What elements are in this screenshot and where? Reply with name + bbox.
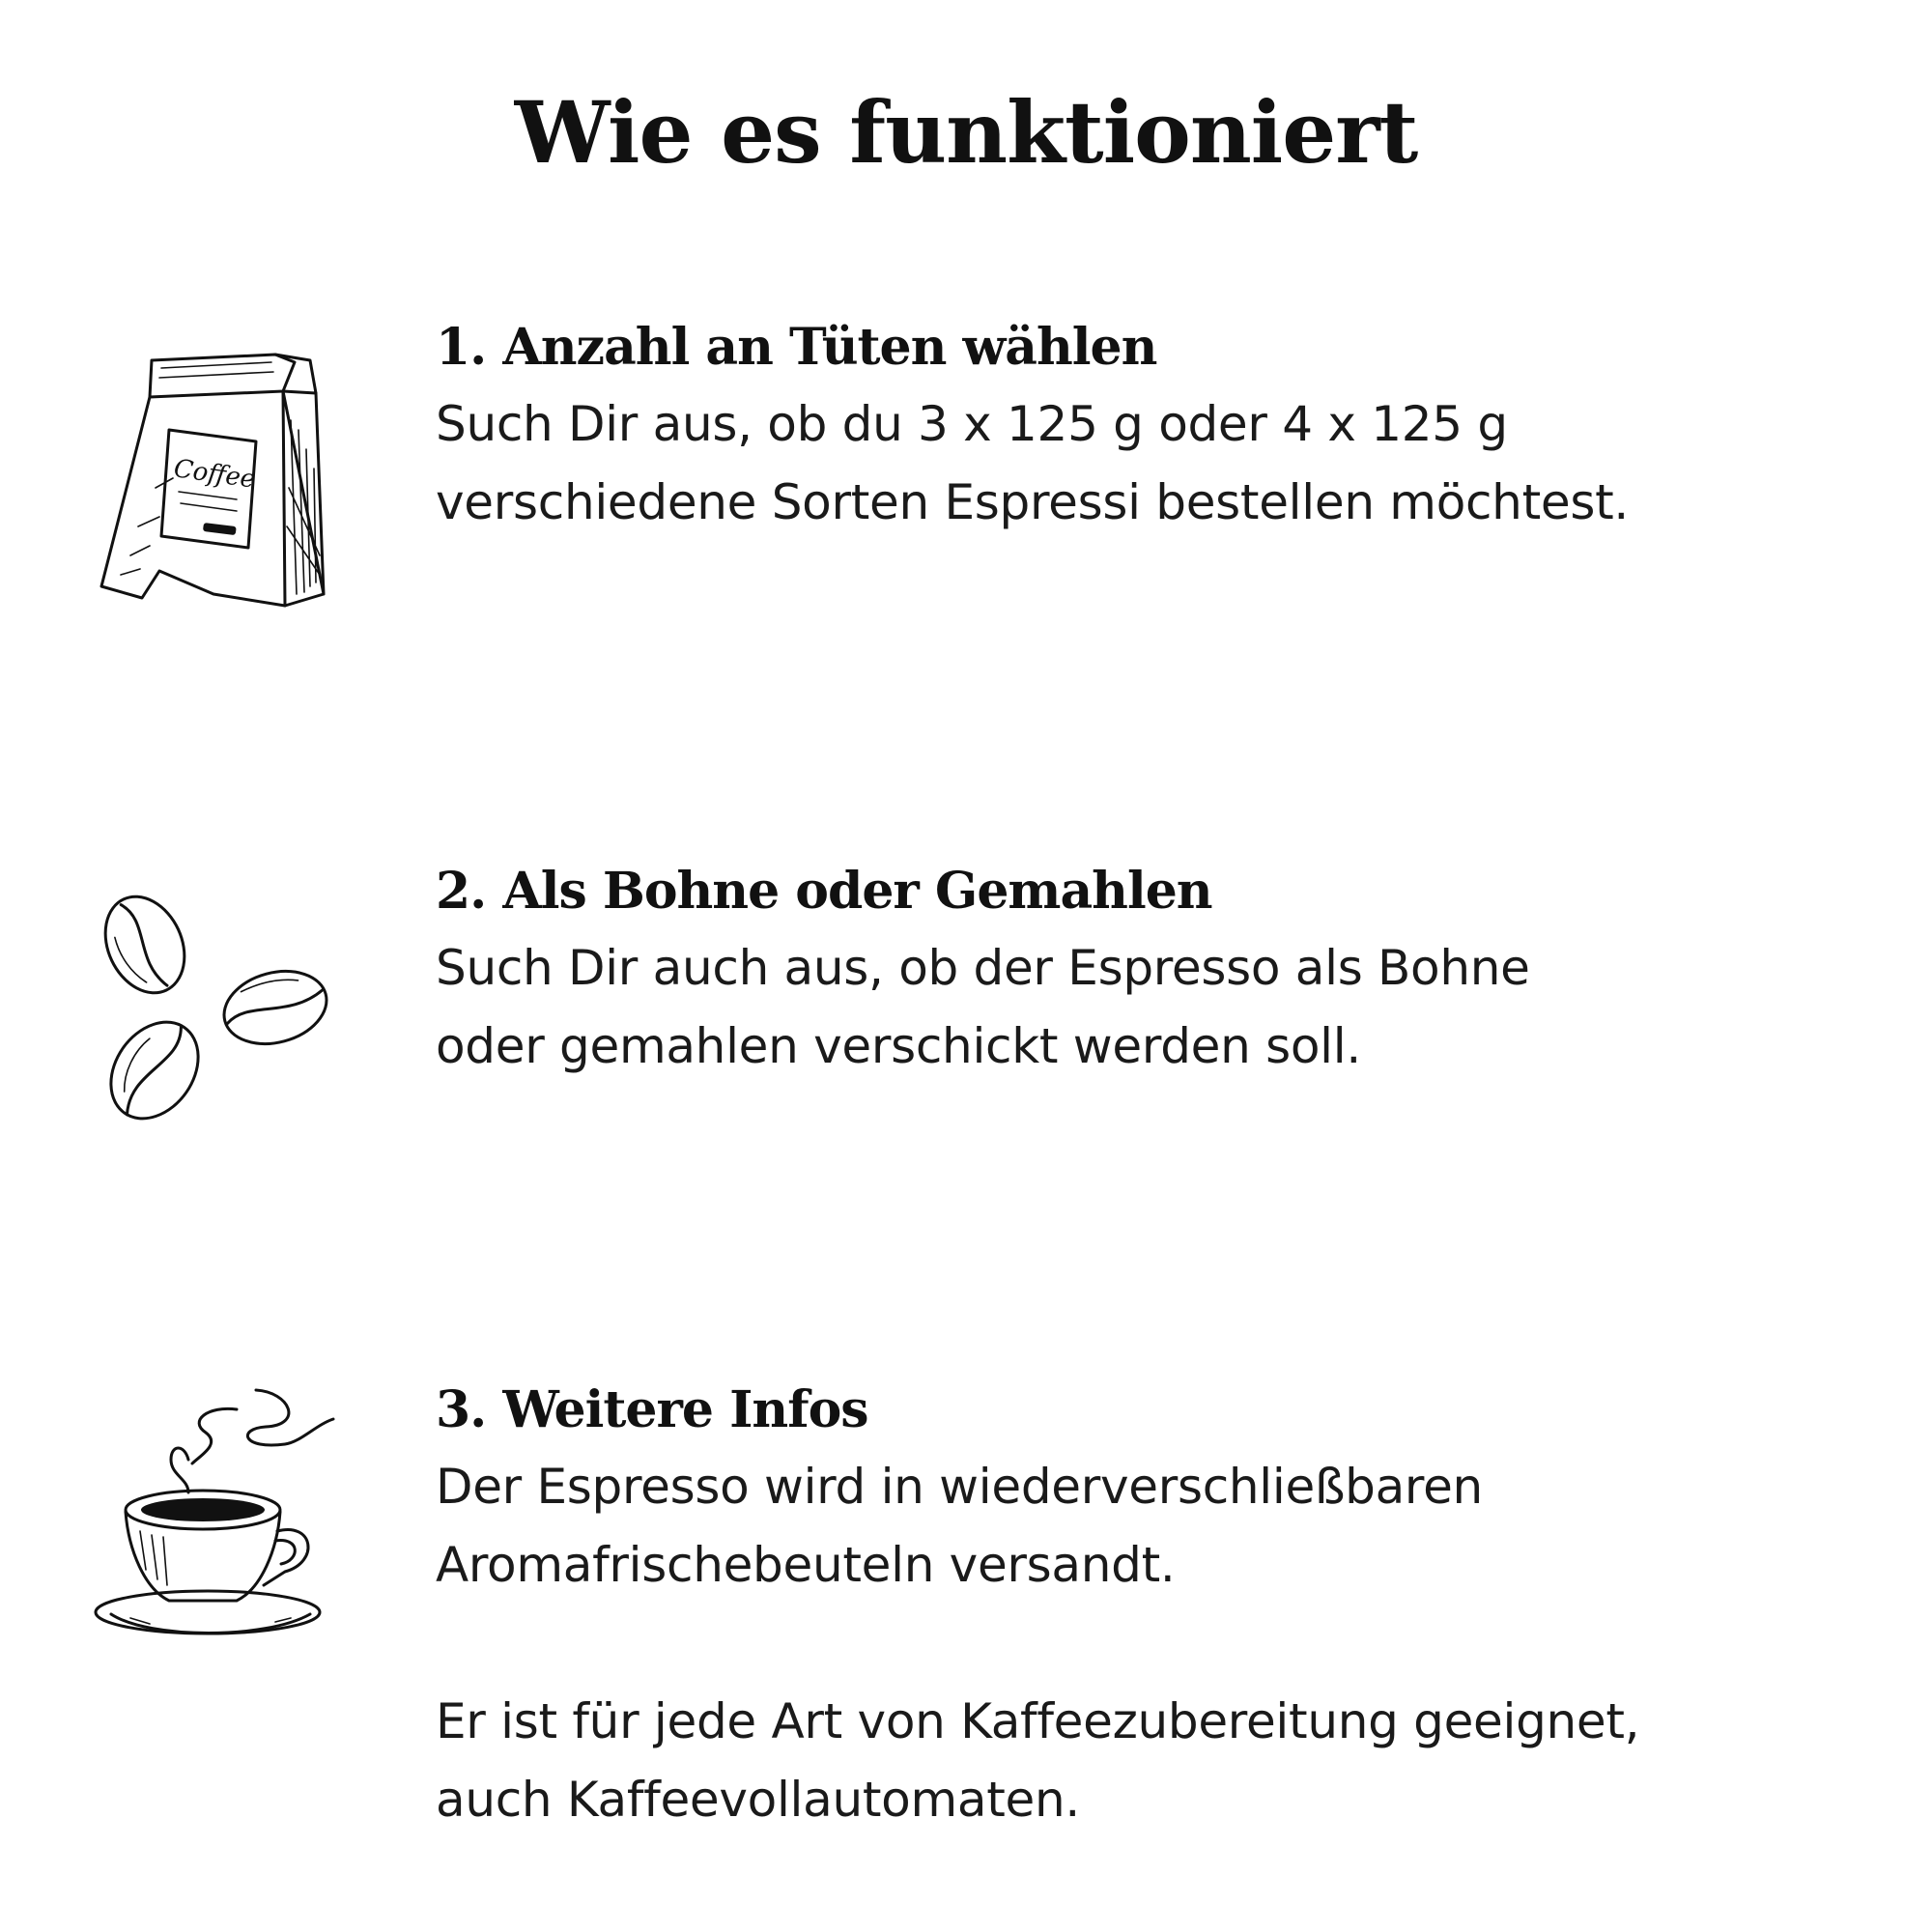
step-3-line-3: Er ist für jede Art von Kaffeezubereitung geeignet, <box>436 1693 1640 1749</box>
step-2-line-1: Such Dir auch aus, ob der Espresso als Bohne <box>436 940 1530 996</box>
step-3-heading: 3. Weitere Infos <box>436 1380 868 1439</box>
step-3-line-4: auch Kaffeevollautomaten. <box>436 1772 1080 1828</box>
step-1-text <box>436 314 1827 542</box>
step-1-line-2: verschiedene Sorten Espressi bestellen möchtest. <box>436 474 1629 530</box>
step-1-line-1: Such Dir aus, ob du 3 x 125 g oder 4 x 125 g <box>436 396 1508 452</box>
step-2-text <box>436 858 1827 1086</box>
coffee-bag-icon <box>92 333 343 628</box>
step-3-text <box>436 1377 1827 1839</box>
step-2-line-2: oder gemahlen verschickt werden soll. <box>436 1018 1361 1074</box>
coffee-beans-icon <box>92 887 343 1143</box>
step-3-line-2: Aromafrischebeuteln versandt. <box>436 1537 1176 1593</box>
step-3-line-1: Der Espresso wird in wiederverschließbaren <box>436 1459 1483 1515</box>
step-2-heading: 2. Als Bohne oder Gemahlen <box>436 862 1212 921</box>
coffee-label: Coffee <box>172 454 258 495</box>
page-title: Wie es funktioniert <box>514 82 1418 183</box>
coffee-cup-icon <box>92 1386 343 1642</box>
step-1-heading: 1. Anzahl an Tüten wählen <box>436 318 1157 377</box>
